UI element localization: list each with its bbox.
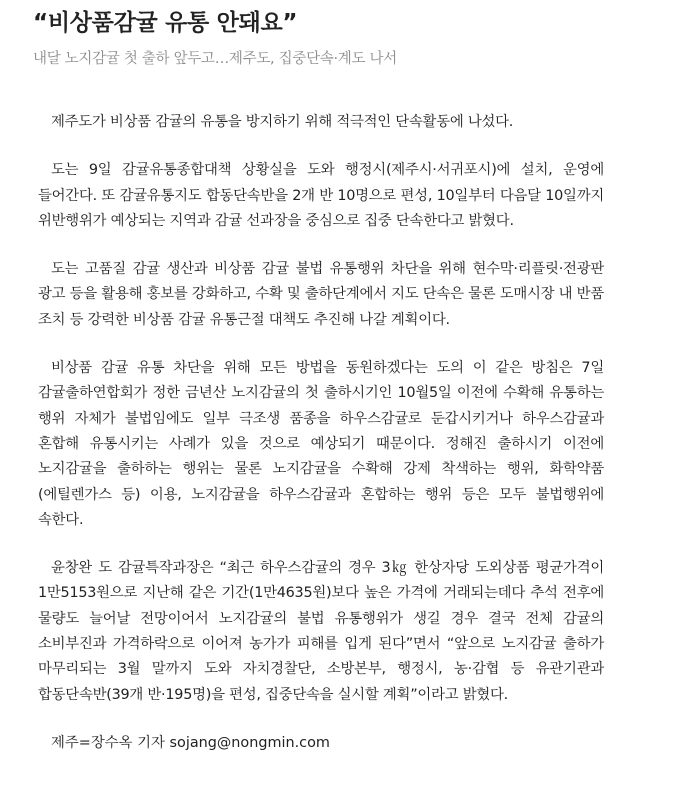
paragraph-5: 윤창완 도 감귤특작과장은 “최근 하우스감귤의 경우 3㎏ 한상자당 도외상품 평균가격이 1만5153원으로 지난해 같은 기간(1만4635원)보다 높은 가격에 거래되는데다 추석 전후에 물량도 늘어날 전망이어서 노지감귤의 불법 유통행위가 생길 경우 결국 전체 감귤의 소비부진과 가격하락으로 이어져 농가가 피해를 입게 된다”면서 “앞으로 노지감귤 출하가 마무리되는 3월 말까지 도와 자치경찰단, 소방본부, 행정시, 농·감협 등 유관기관과 합동단속반(39개 반·195명)을 편성, 집중단속을 실시할 계획”이라고 밝혔다. xyxy=(38,560,604,703)
byline: 제주=장수옥 기자 sojang@nongmin.com xyxy=(51,734,330,751)
paragraph-2: 도는 9일 감귤유통종합대책 상황실을 도와 행정시(제주시·서귀포시)에 설치, 운영에 들어간다. 또 감귤유통지도 합동단속반을 2개 반 10명으로 편성, 10일부터 다음달 10일까지 위반행위가 예상되는 지역과 감귤 선과장을 중심으로 집중 단속한다고 밝혔다. xyxy=(38,162,604,229)
paragraph-1: 제주도가 비상품 감귤의 유통을 방지하기 위해 적극적인 단속활동에 나섰다. xyxy=(51,114,514,130)
subheadline: 내달 노지감귤 첫 출하 앞두고…제주도, 집중단속·계도 나서 xyxy=(33,51,397,67)
paragraph-4: 비상품 감귤 유통 차단을 위해 모든 방법을 동원하겠다는 도의 이 같은 방침은 7일 감귤출하연합회가 정한 금년산 노지감귤의 첫 출하시기인 10월5일 이전에 수확해 유통하는 행위 자체가 불법임에도 일부 극조생 품종을 하우스감귤로 둔갑시키거나 하우스감귤과 혼합해 유통시키는 사례가 있을 것으로 예상되기 때문이다. 정해진 출하시기 이전에 노지감귤을 출하하는 행위는 물론 노지감귤을 수확해 강제 착색하는 행위, 화학약품(에틸렌가스 등) 이용, 노지감귤을 하우스감귤과 혼합하는 행위 등은 모두 불법행위에 속한다. xyxy=(38,360,604,528)
headline: “비상품감귤 유통 안돼요” xyxy=(33,10,298,36)
article-body xyxy=(38,110,604,756)
paragraph-3: 도는 고품질 감귤 생산과 비상품 감귤 불법 유통행위 차단을 위해 현수막·리플릿·전광판 광고 등을 활용해 홍보를 강화하고, 수확 및 출하단계에서 지도 단속은 물론 도매시장 내 반품 조치 등 강력한 비상품 감귤 유통근절 대책도 추진해 나갈 계획이다. xyxy=(38,261,604,328)
